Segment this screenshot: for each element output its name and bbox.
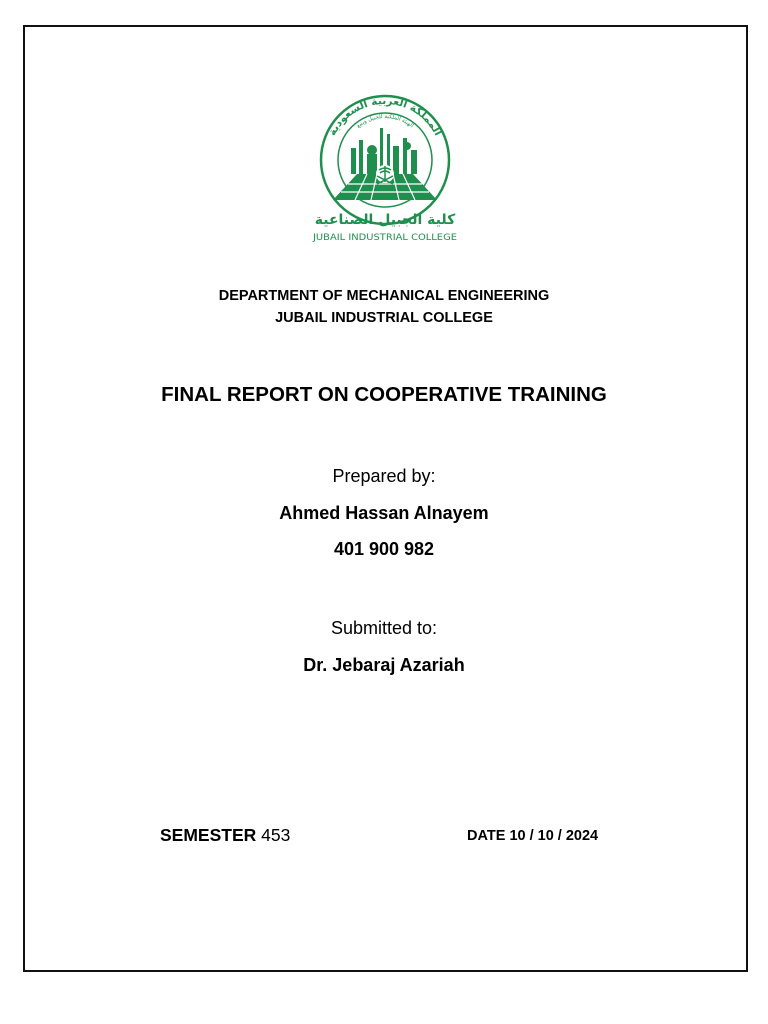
supervisor-name: Dr. Jebaraj Azariah <box>303 655 465 675</box>
college-logo-graphic <box>307 88 462 248</box>
semester <box>160 825 290 846</box>
semester-value: 453 <box>261 825 291 845</box>
prepared-by-label: Prepared by: <box>332 466 436 486</box>
semester-label: SEMESTER <box>160 825 257 845</box>
date-label: DATE <box>467 828 506 844</box>
logo-arabic-name: كلية الجبيل الصناعية <box>314 212 456 228</box>
report-title: FINAL REPORT ON COOPERATIVE TRAINING <box>161 383 607 406</box>
submission-date <box>467 828 598 844</box>
college-name: JUBAIL INDUSTRIAL COLLEGE <box>275 310 493 326</box>
college-logo <box>307 88 462 248</box>
student-name: Ahmed Hassan Alnayem <box>279 503 489 523</box>
logo-ring-arabic-text: المملكة العربية السعودية <box>326 94 444 138</box>
logo-english-name: JUBAIL INDUSTRIAL COLLEGE <box>311 233 458 243</box>
department-name: DEPARTMENT OF MECHANICAL ENGINEERING <box>218 288 550 304</box>
submitted-to-label: Submitted to: <box>330 618 438 638</box>
student-id: 401 900 982 <box>333 539 435 559</box>
logo-ring-arabic-subtext: الهيئة الملكية للجبيل وينبع <box>355 113 415 130</box>
date-value: 10 / 10 / 2024 <box>509 828 599 844</box>
